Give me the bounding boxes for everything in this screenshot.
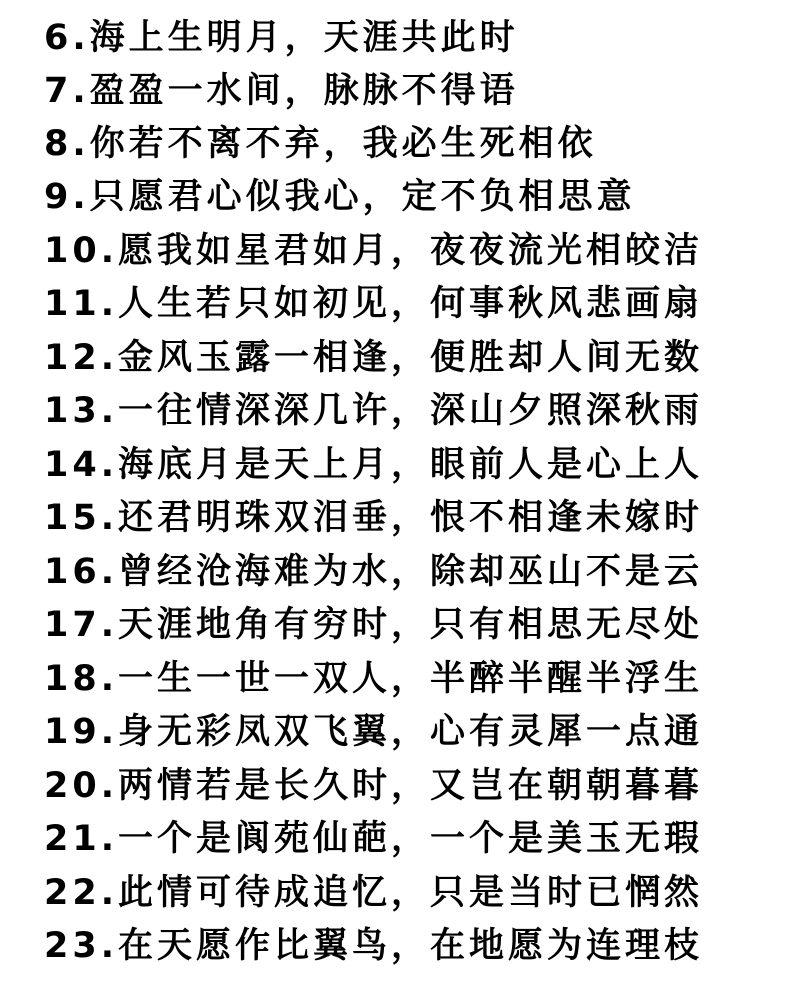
poem-line-18 <box>44 652 703 706</box>
line-number: 23. <box>44 926 119 966</box>
line-number: 8. <box>44 124 90 164</box>
line-number: 18. <box>44 659 119 699</box>
line-text: 在天愿作比翼鸟，在地愿为连理枝 <box>118 926 704 966</box>
line-text: 你若不离不弃，我必生死相依 <box>89 124 597 164</box>
line-number: 6. <box>44 18 90 58</box>
line-text: 金风玉露一相逢，便胜却人间无数 <box>118 338 704 378</box>
poem-line-20 <box>44 759 703 813</box>
poem-line-19 <box>44 705 703 759</box>
line-text: 身无彩凤双飞翼，心有灵犀一点通 <box>118 712 704 752</box>
line-text: 海上生明月，天涯共此时 <box>89 18 519 58</box>
line-number: 7. <box>44 71 90 111</box>
poem-line-11 <box>44 277 703 331</box>
line-number: 10. <box>44 231 119 271</box>
line-text: 盈盈一水间，脉脉不得语 <box>89 71 519 111</box>
poem-line-14 <box>44 438 703 492</box>
poem-line-15 <box>44 491 703 545</box>
poem-line-6 <box>44 11 519 65</box>
line-number: 17. <box>44 605 119 645</box>
line-text: 一个是阆苑仙葩，一个是美玉无瑕 <box>118 819 704 859</box>
line-text: 只愿君心似我心，定不负相思意 <box>89 177 636 217</box>
poem-line-22 <box>44 866 703 920</box>
line-text: 两情若是长久时，又岂在朝朝暮暮 <box>118 766 704 806</box>
line-number: 14. <box>44 445 119 485</box>
line-text: 一往情深深几许，深山夕照深秋雨 <box>118 391 704 431</box>
line-number: 21. <box>44 819 119 859</box>
poem-line-21 <box>44 812 703 866</box>
line-number: 12. <box>44 338 119 378</box>
poem-line-10 <box>44 224 703 278</box>
line-number: 20. <box>44 766 119 806</box>
line-text: 愿我如星君如月，夜夜流光相皎洁 <box>118 231 704 271</box>
line-text: 还君明珠双泪垂，恨不相逢未嫁时 <box>118 498 704 538</box>
poem-line-13 <box>44 384 703 438</box>
poem-line-8 <box>44 117 597 171</box>
poem-line-12 <box>44 331 703 385</box>
line-text: 一生一世一双人，半醉半醒半浮生 <box>118 659 704 699</box>
poem-line-7 <box>44 64 519 118</box>
line-number: 22. <box>44 873 119 913</box>
line-text: 人生若只如初见，何事秋风悲画扇 <box>118 284 704 324</box>
poem-line-23 <box>44 919 703 973</box>
poem-line-17 <box>44 598 703 652</box>
line-text: 天涯地角有穷时，只有相思无尽处 <box>118 605 704 645</box>
line-number: 16. <box>44 552 119 592</box>
line-number: 15. <box>44 498 119 538</box>
line-number: 13. <box>44 391 119 431</box>
line-number: 9. <box>44 177 90 217</box>
line-text: 海底月是天上月，眼前人是心上人 <box>118 445 704 485</box>
line-text: 曾经沧海难为水，除却巫山不是云 <box>118 552 704 592</box>
poem-line-16 <box>44 545 703 599</box>
line-text: 此情可待成追忆，只是当时已惘然 <box>118 873 704 913</box>
poem-line-9 <box>44 170 636 224</box>
line-number: 19. <box>44 712 119 752</box>
line-number: 11. <box>44 284 119 324</box>
